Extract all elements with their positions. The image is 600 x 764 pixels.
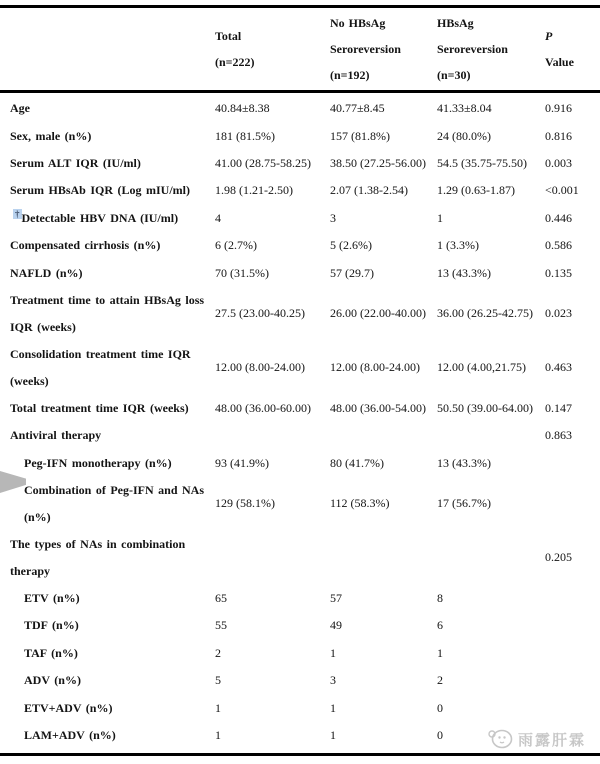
row-label-line: Sex, male (n%) xyxy=(10,128,92,143)
header-cell xyxy=(437,10,545,88)
baseline-characteristics-table xyxy=(0,5,600,756)
row-label-line: † Detectable HBV DNA (IU/ml) xyxy=(15,208,179,225)
cell-no-seroreversion: 1 xyxy=(330,700,336,715)
row-label xyxy=(10,395,215,422)
row-label-line: Age xyxy=(10,101,30,116)
header-cell xyxy=(215,23,330,75)
row-label xyxy=(10,640,215,667)
header-line: No HBsAg xyxy=(330,16,386,30)
header-line: Seroreversion xyxy=(330,42,401,56)
cell-p-value: 0.816 xyxy=(545,128,572,143)
table-row xyxy=(0,150,600,177)
cell-total: 1 xyxy=(215,728,221,743)
row-label xyxy=(10,177,215,204)
cell-seroreversion: 1 xyxy=(437,210,443,225)
dagger-footnote-marker: † xyxy=(15,208,20,219)
cell-no-seroreversion: 2.07 (1.38-2.54) xyxy=(330,183,408,198)
row-label-line: Compensated cirrhosis (n%) xyxy=(10,238,161,253)
cell-seroreversion: 13 (43.3%) xyxy=(437,265,491,280)
row-label-line: ADV (n%) xyxy=(24,673,81,688)
row-label xyxy=(10,341,215,395)
row-label-line: Serum ALT IQR (IU/ml) xyxy=(10,155,141,170)
cell-no-seroreversion: 80 (41.7%) xyxy=(330,455,384,470)
cell-total: 181 (81.5%) xyxy=(215,128,275,143)
header-line: Total xyxy=(215,29,242,43)
cell-no-seroreversion: 3 xyxy=(330,210,336,225)
cell-seroreversion: 17 (56.7%) xyxy=(437,496,491,511)
row-label-line: IQR (weeks) xyxy=(10,319,76,334)
row-label xyxy=(10,205,215,232)
row-label xyxy=(10,477,215,531)
cell-total: 2 xyxy=(215,645,221,660)
table-row xyxy=(0,667,600,694)
cell-seroreversion: 24 (80.0%) xyxy=(437,128,491,143)
cell-no-seroreversion: 26.00 (22.00-40.00) xyxy=(330,306,426,321)
cell-seroreversion: 13 (43.3%) xyxy=(437,455,491,470)
cell-p-value: 0.463 xyxy=(545,360,572,375)
cell-seroreversion: 1 xyxy=(437,645,443,660)
row-label xyxy=(10,287,215,341)
table-row xyxy=(0,205,600,232)
row-label-line: NAFLD (n%) xyxy=(10,265,83,280)
cell-p-value: 0.916 xyxy=(545,101,572,116)
cell-p-value: 0.147 xyxy=(545,400,572,415)
cell-total: 1.98 (1.21-2.50) xyxy=(215,183,293,198)
row-label-line: The types of NAs in combination xyxy=(10,536,186,551)
row-label-line: therapy xyxy=(10,563,50,578)
cell-seroreversion: 0 xyxy=(437,728,443,743)
table-row xyxy=(0,612,600,639)
cell-no-seroreversion: 40.77±8.45 xyxy=(330,101,385,116)
table-row xyxy=(0,477,600,531)
row-label-line: Consolidation treatment time IQR xyxy=(10,346,191,361)
header-line: HBsAg xyxy=(437,16,474,30)
cell-total: 27.5 (23.00-40.25) xyxy=(215,306,305,321)
row-label-line: (weeks) xyxy=(10,373,49,388)
cell-seroreversion: 41.33±8.04 xyxy=(437,101,492,116)
cell-no-seroreversion: 5 (2.6%) xyxy=(330,238,372,253)
row-label xyxy=(10,123,215,150)
table-row xyxy=(0,395,600,422)
row-label xyxy=(10,260,215,287)
cell-p-value: 0.205 xyxy=(545,550,572,565)
cell-total: 6 (2.7%) xyxy=(215,238,257,253)
cell-no-seroreversion: 3 xyxy=(330,673,336,688)
cell-seroreversion: 2 xyxy=(437,673,443,688)
cell-total: 129 (58.1%) xyxy=(215,496,275,511)
cell-seroreversion: 0 xyxy=(437,700,443,715)
cell-no-seroreversion: 38.50 (27.25-56.00) xyxy=(330,155,426,170)
table-row xyxy=(0,177,600,204)
cell-p-value: 0.863 xyxy=(545,428,572,443)
cell-no-seroreversion: 57 (29.7) xyxy=(330,265,374,280)
table-row xyxy=(0,232,600,259)
cell-no-seroreversion: 112 (58.3%) xyxy=(330,496,390,511)
table-body xyxy=(0,93,600,756)
cell-total: 48.00 (36.00-60.00) xyxy=(215,400,311,415)
cell-total: 4 xyxy=(215,210,221,225)
row-label xyxy=(10,585,215,612)
cell-seroreversion: 6 xyxy=(437,618,443,633)
row-label-line: Serum HBsAb IQR (Log mIU/ml) xyxy=(10,183,191,198)
cell-total: 12.00 (8.00-24.00) xyxy=(215,360,305,375)
row-label xyxy=(10,422,215,449)
cell-total: 41.00 (28.75-58.25) xyxy=(215,155,311,170)
header-line: P xyxy=(545,29,553,43)
row-label-line: Antiviral therapy xyxy=(10,428,102,443)
table-row xyxy=(0,422,600,449)
row-label-line: Combination of Peg-IFN and NAs xyxy=(24,482,205,497)
cell-seroreversion: 8 xyxy=(437,591,443,606)
cell-p-value: 0.135 xyxy=(545,265,572,280)
table-row xyxy=(0,585,600,612)
row-label xyxy=(10,667,215,694)
cell-seroreversion: 36.00 (26.25-42.75) xyxy=(437,306,533,321)
cell-p-value: <0.001 xyxy=(545,183,579,198)
header-line: (n=30) xyxy=(437,68,471,82)
table-row xyxy=(0,287,600,341)
cell-total: 55 xyxy=(215,618,227,633)
row-label-line: LAM+ADV (n%) xyxy=(24,728,116,743)
row-label xyxy=(10,695,215,722)
row-label-line: Total treatment time IQR (weeks) xyxy=(10,400,189,415)
cell-no-seroreversion: 1 xyxy=(330,728,336,743)
cell-p-value: 0.023 xyxy=(545,306,572,321)
table-header-row xyxy=(0,5,600,93)
cell-no-seroreversion: 49 xyxy=(330,618,342,633)
header-cell xyxy=(545,23,595,75)
cell-no-seroreversion: 1 xyxy=(330,645,336,660)
cell-seroreversion: 50.50 (39.00-64.00) xyxy=(437,400,533,415)
cell-seroreversion: 12.00 (4.00,21.75) xyxy=(437,360,526,375)
table-row xyxy=(0,341,600,395)
watermark xyxy=(487,728,586,750)
chick-face-logo-icon xyxy=(487,728,513,750)
cell-seroreversion: 54.5 (35.75-75.50) xyxy=(437,155,527,170)
row-label xyxy=(10,612,215,639)
row-label-line: (n%) xyxy=(24,509,51,524)
row-label xyxy=(10,95,215,122)
cell-total: 40.84±8.38 xyxy=(215,101,270,116)
row-label-line: Peg-IFN monotherapy (n%) xyxy=(24,455,172,470)
cell-p-value: 0.003 xyxy=(545,155,572,170)
header-line: (n=222) xyxy=(215,55,255,69)
row-label xyxy=(10,232,215,259)
cell-no-seroreversion: 157 (81.8%) xyxy=(330,128,390,143)
row-label xyxy=(10,450,215,477)
header-line: Seroreversion xyxy=(437,42,508,56)
table-row xyxy=(0,122,600,149)
row-label-line: ETV+ADV (n%) xyxy=(24,700,113,715)
row-label-line: ETV (n%) xyxy=(24,591,80,606)
table-row xyxy=(0,259,600,286)
row-label-line: TAF (n%) xyxy=(24,645,78,660)
cell-total: 65 xyxy=(215,591,227,606)
table-row xyxy=(0,531,600,585)
cell-total: 70 (31.5%) xyxy=(215,265,269,280)
cell-no-seroreversion: 12.00 (8.00-24.00) xyxy=(330,360,420,375)
row-label xyxy=(10,531,215,585)
table-row xyxy=(0,95,600,122)
cell-total: 5 xyxy=(215,673,221,688)
cell-no-seroreversion: 57 xyxy=(330,591,342,606)
cell-total: 93 (41.9%) xyxy=(215,455,269,470)
cell-seroreversion: 1 (3.3%) xyxy=(437,238,479,253)
cell-seroreversion: 1.29 (0.63-1.87) xyxy=(437,183,515,198)
cell-p-value: 0.446 xyxy=(545,210,572,225)
table-row xyxy=(0,640,600,667)
cell-p-value: 0.586 xyxy=(545,238,572,253)
table-row xyxy=(0,450,600,477)
header-line: (n=192) xyxy=(330,68,370,82)
header-line: Value xyxy=(545,55,574,69)
row-label xyxy=(10,722,215,749)
row-label-line: TDF (n%) xyxy=(24,618,79,633)
table-row xyxy=(0,694,600,721)
row-label xyxy=(10,150,215,177)
watermark-text: 雨露肝霖 xyxy=(517,732,586,749)
row-label-line: Treatment time to attain HBsAg loss xyxy=(10,292,205,307)
cell-total: 1 xyxy=(215,700,221,715)
header-cell xyxy=(330,10,437,88)
cell-no-seroreversion: 48.00 (36.00-54.00) xyxy=(330,400,426,415)
